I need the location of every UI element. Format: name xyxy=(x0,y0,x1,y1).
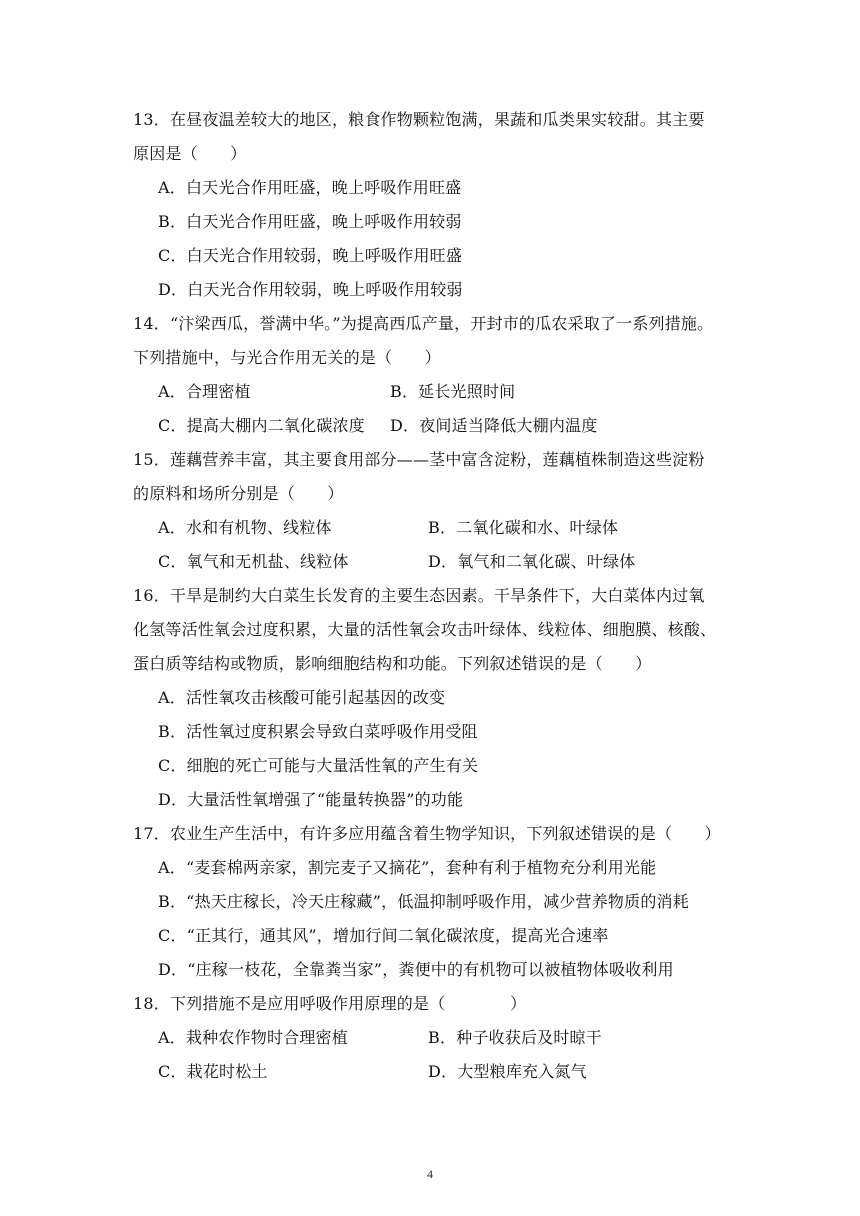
page-number: 4 xyxy=(427,1167,433,1181)
question-17-option-c: C．“正其行，通其风”，增加行间二氧化碳浓度，提高光合速率 xyxy=(158,926,609,945)
question-14-option-a: A．合理密植 xyxy=(158,382,251,401)
question-18-stem-line-1: 18．下列措施不是应用呼吸作用原理的是（ ） xyxy=(133,994,527,1013)
question-15-option-a: A．水和有机物、线粒体 xyxy=(158,518,332,537)
question-17-option-d: D．“庄稼一枝花，全靠粪当家”，粪便中的有机物可以被植物体吸收利用 xyxy=(158,960,674,979)
question-16-option-a: A．活性氧攻击核酸可能引起基因的改变 xyxy=(158,688,446,707)
question-15-option-d: D．氧气和二氧化碳、叶绿体 xyxy=(428,552,636,571)
question-13-stem-line-2: 原因是（ ） xyxy=(133,144,247,163)
question-16-stem-line-2: 化氢等活性氧会过度积累，大量的活性氧会攻击叶绿体、线粒体、细胞膜、核酸、 xyxy=(133,620,717,639)
question-14-option-c: C．提高大棚内二氧化碳浓度 xyxy=(158,416,365,435)
question-13-option-b: B．白天光合作用旺盛，晚上呼吸作用较弱 xyxy=(158,212,462,231)
question-15-stem-line-1: 15．莲藕营养丰富，其主要食用部分——茎中富含淀粉，莲藕植株制造这些淀粉 xyxy=(133,450,705,469)
question-16-stem-line-1: 16．干旱是制约大白菜生长发育的主要生态因素。干旱条件下，大白菜体内过氧 xyxy=(133,586,705,605)
question-18-option-c: C．栽花时松土 xyxy=(158,1062,268,1081)
question-15-option-c: C．氧气和无机盐、线粒体 xyxy=(158,552,349,571)
question-16-option-c: C．细胞的死亡可能与大量活性氧的产生有关 xyxy=(158,756,479,775)
question-18-option-b: B．种子收获后及时晾干 xyxy=(428,1028,602,1047)
question-14-option-b: B．延长光照时间 xyxy=(390,382,516,401)
question-13-stem-line-1: 13．在昼夜温差较大的地区，粮食作物颗粒饱满，果蔬和瓜类果实较甜。其主要 xyxy=(133,110,705,129)
question-18-option-d: D．大型粮库充入氮气 xyxy=(428,1062,587,1081)
question-15-stem-line-2: 的原料和场所分别是（ ） xyxy=(133,484,344,503)
question-18-option-a: A．栽种农作物时合理密植 xyxy=(158,1028,348,1047)
question-14-option-d: D．夜间适当降低大棚内温度 xyxy=(390,416,598,435)
question-17-option-b: B．“热天庄稼长，冷天庄稼藏”，低温抑制呼吸作用，减少营养物质的消耗 xyxy=(158,892,689,911)
question-13-option-a: A．白天光合作用旺盛，晚上呼吸作用旺盛 xyxy=(158,178,462,197)
question-13-option-c: C．白天光合作用较弱，晚上呼吸作用旺盛 xyxy=(158,246,463,265)
question-17-option-a: A．“麦套棉两亲家，割完麦子又摘花”，套种有利于植物充分利用光能 xyxy=(158,858,657,877)
question-17-stem-line-1: 17．农业生产生活中，有许多应用蕴含着生物学知识，下列叙述错误的是（ ） xyxy=(133,824,721,843)
question-14-stem-line-1: 14．“汴梁西瓜，誉满中华。”为提高西瓜产量，开封市的瓜农采取了一系列措施。 xyxy=(133,314,714,333)
question-16-stem-line-3: 蛋白质等结构或物质，影响细胞结构和功能。下列叙述错误的是（ ） xyxy=(133,654,652,673)
question-13-option-d: D．白天光合作用较弱，晚上呼吸作用较弱 xyxy=(158,280,463,299)
question-16-option-b: B．活性氧过度积累会导致白菜呼吸作用受阻 xyxy=(158,722,478,741)
question-14-stem-line-2: 下列措施中，与光合作用无关的是（ ） xyxy=(133,348,441,367)
question-16-option-d: D．大量活性氧增强了“能量转换器”的功能 xyxy=(158,790,464,809)
question-15-option-b: B．二氧化碳和水、叶绿体 xyxy=(428,518,619,537)
